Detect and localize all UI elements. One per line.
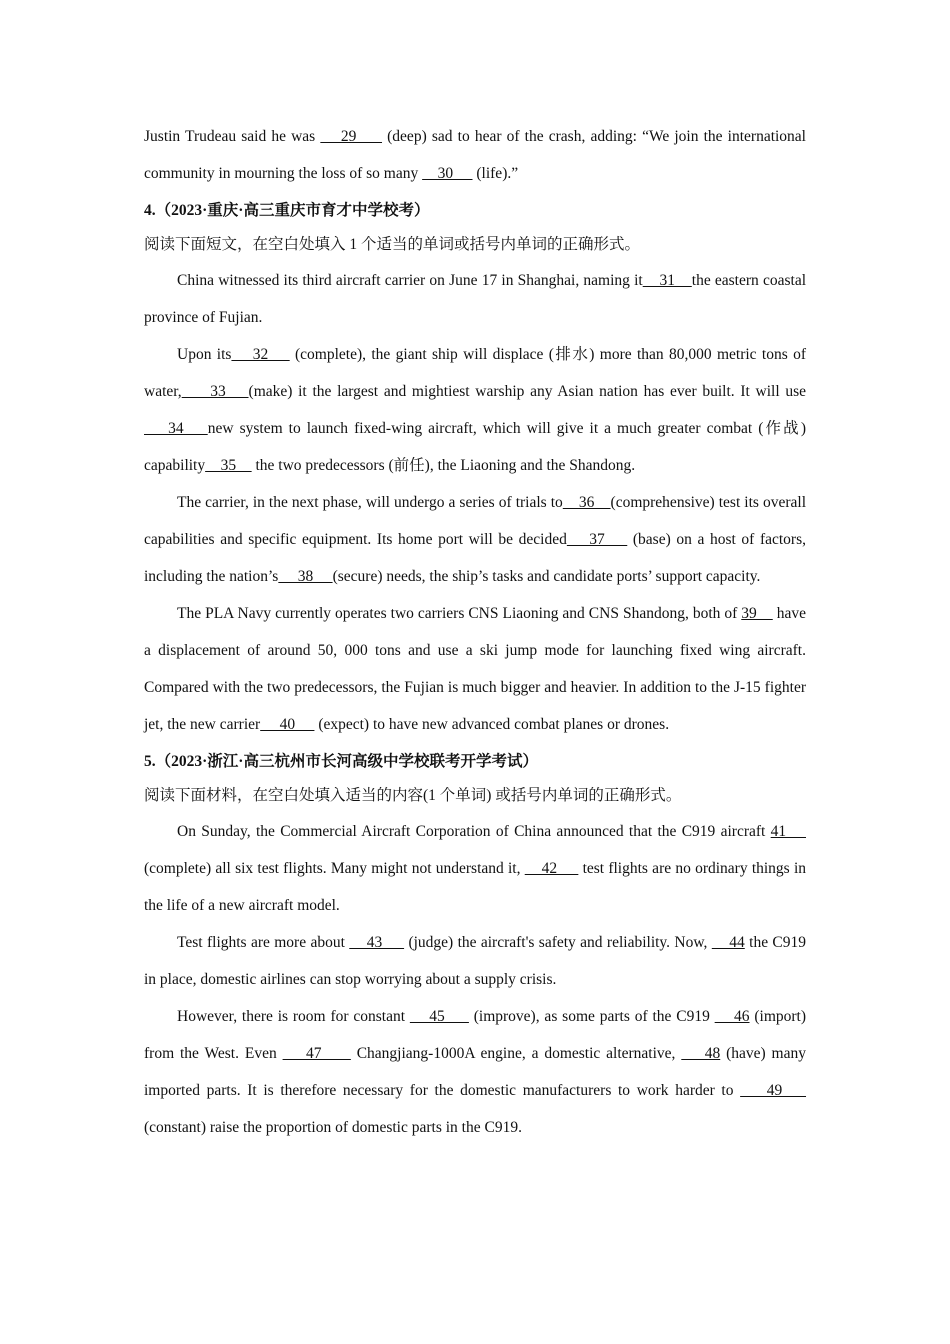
text-run: Upon its <box>177 346 232 363</box>
text-run: The PLA Navy currently operates two carriers CNS Liaoning and CNS Shandong, both of <box>177 605 742 622</box>
section-5-instruction: 阅读下面材料，在空白处填入适当的内容(1 个单词) 或括号内单词的正确形式。 <box>144 787 682 804</box>
blank-39: 39 <box>741 605 773 622</box>
blank-47: 47 <box>282 1045 351 1062</box>
blank-46: 46 <box>714 1008 750 1025</box>
intro-paragraph <box>144 118 806 192</box>
text-run: have a displacement of around 50, 000 tons and use a ski jump mode for launching fixed wing aircraft. Compared with the two predecessors, the Fujian is much bigger and heavier. In addition to the J-15 fighter jet, the new carrier <box>144 605 807 733</box>
blank-32: 32 <box>231 346 290 363</box>
text-run: new system to launch fixed-wing aircraft, which will give it a much greater combat (作战) capability <box>144 420 806 474</box>
text-run: (expect) to have new advanced combat planes or drones. <box>314 716 670 733</box>
section-5-paragraph-3 <box>144 998 806 1146</box>
section-4-instruction: 阅读下面短文，在空白处填入 1 个适当的单词或括号内单词的正确形式。 <box>144 236 641 253</box>
section-4-paragraph-3 <box>144 484 806 595</box>
text-run: However, there is room for constant <box>177 1008 410 1025</box>
blank-44: 44 <box>711 934 745 951</box>
text-run: Justin Trudeau said he was <box>144 128 321 145</box>
section-5-paragraph-2 <box>144 924 806 998</box>
blank-49: 49 <box>740 1082 807 1099</box>
text-run: Test flights are more about <box>177 934 350 951</box>
blank-29: 29 <box>320 128 383 145</box>
section-4-heading: 4.（2023·重庆·高三重庆市育才中学校考） <box>144 202 430 219</box>
blank-31: 31 <box>642 272 692 289</box>
section-5-heading: 5.（2023·浙江·高三杭州市长河高级中学校联考开学考试） <box>144 753 538 770</box>
text-run: the eastern coastal province of Fujian. <box>144 272 807 326</box>
text-run: the two predecessors (前任), the Liaoning and the Shandong. <box>251 457 636 474</box>
blank-45: 45 <box>409 1008 469 1025</box>
document-page <box>144 118 806 1146</box>
section-5-paragraph-1 <box>144 813 806 924</box>
text-run: (comprehensive) test its overall capabilities and specific equipment. Its home port will be decided <box>144 494 806 548</box>
blank-33: 33 <box>181 383 249 400</box>
blank-48: 48 <box>681 1045 721 1062</box>
text-run: China witnessed its third aircraft carrier on June 17 in Shanghai, naming it <box>177 272 643 289</box>
text-run: (complete), the giant ship will displace (排水) more than 80,000 metric tons of water, <box>144 346 806 400</box>
blank-37: 37 <box>566 531 628 548</box>
blank-42: 42 <box>524 860 579 877</box>
blank-40: 40 <box>260 716 315 733</box>
text-run: On Sunday, the Commercial Aircraft Corporation of China announced that the C919 aircraft <box>177 823 771 840</box>
section-4-paragraph-2 <box>144 336 806 484</box>
blank-34: 34 <box>144 420 208 437</box>
text-run: (life).” <box>472 165 519 182</box>
text-run: The carrier, in the next phase, will undergo a series of trials to <box>177 494 563 511</box>
text-run: (have) many imported parts. It is therefore necessary for the domestic manufacturers to work harder to <box>144 1045 806 1099</box>
blank-41: 41 <box>770 823 806 840</box>
blank-38: 38 <box>278 568 333 585</box>
text-run: Changjiang-1000A engine, a domestic alternative, <box>350 1045 682 1062</box>
text-run: (base) on a host of factors, including the nation’s <box>144 531 806 585</box>
text-run: (secure) needs, the ship’s tasks and candidate ports’ support capacity. <box>332 568 761 585</box>
blank-43: 43 <box>349 934 405 951</box>
blank-35: 35 <box>205 457 252 474</box>
text-run: (import) from the West. Even <box>144 1008 807 1062</box>
text-run: (deep) sad to hear of the crash, adding: “We join the international community in mourning the loss of so many <box>144 128 806 182</box>
text-run: (complete) all six test flights. Many might not understand it, <box>144 860 525 877</box>
text-run: the C919 in place, domestic airlines can stop worrying about a supply crisis. <box>144 934 807 988</box>
text-run: (constant) raise the proportion of domestic parts in the C919. <box>144 1119 522 1136</box>
text-run: test flights are no ordinary things in the life of a new aircraft model. <box>144 860 807 914</box>
text-run: (improve), as some parts of the C919 <box>468 1008 715 1025</box>
text-run: (judge) the aircraft's safety and reliability. Now, <box>404 934 712 951</box>
blank-36: 36 <box>562 494 611 511</box>
text-run: (make) it the largest and mightiest warship any Asian nation has ever built. It will use <box>248 383 807 400</box>
blank-30: 30 <box>422 165 473 182</box>
section-4-paragraph-1 <box>144 262 806 336</box>
section-4-paragraph-4 <box>144 595 806 743</box>
